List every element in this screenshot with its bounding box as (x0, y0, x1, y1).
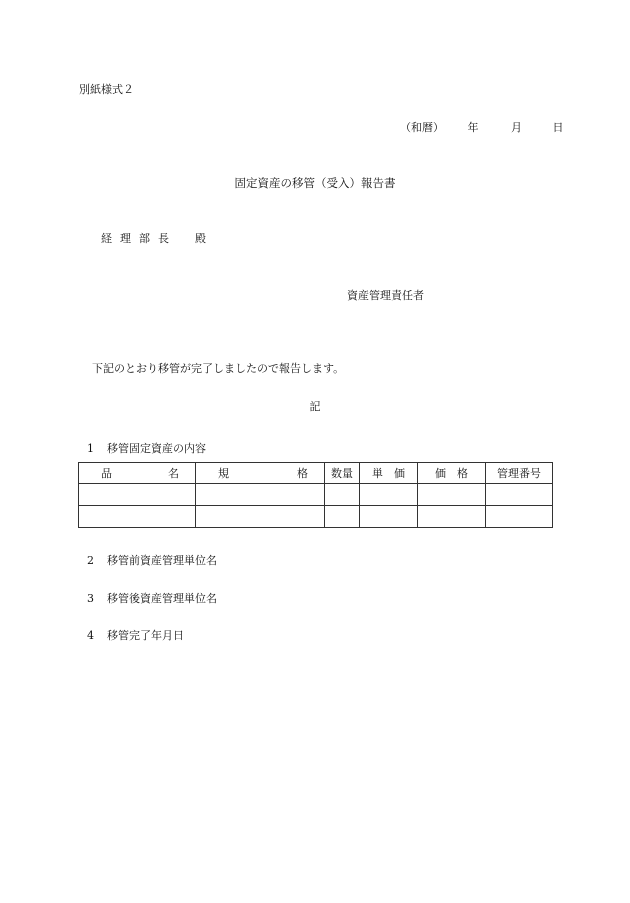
header-quantity: 数量 (325, 463, 360, 484)
date-day: 日 (552, 121, 564, 134)
section-2 (87, 552, 217, 568)
section-label: 移管前資産管理単位名 (107, 554, 217, 567)
table-row (79, 506, 553, 528)
date-month: 月 (511, 121, 522, 134)
table-cell[interactable] (196, 484, 325, 506)
addressee (101, 230, 206, 246)
document-title: 固定資産の移管（受入）報告書 (234, 176, 396, 190)
intro-text: 下記のとおり移管が完了しましたので報告します。 (92, 362, 345, 375)
table-cell[interactable] (325, 484, 360, 506)
addressee-name: 経理部長 (101, 232, 177, 245)
table-cell[interactable] (418, 506, 486, 528)
header-item-name: 品 名 (79, 463, 196, 484)
asset-table (78, 462, 553, 528)
table-cell[interactable] (486, 484, 553, 506)
header-price: 価 格 (418, 463, 486, 484)
section-label: 移管固定資産の内容 (107, 442, 206, 455)
section-label: 移管完了年月日 (107, 629, 184, 642)
table-cell[interactable] (360, 506, 418, 528)
table-cell[interactable] (79, 506, 196, 528)
section-4 (87, 627, 184, 643)
header-spec: 規 格 (196, 463, 325, 484)
header-control-number: 管理番号 (486, 463, 553, 484)
section-3 (87, 590, 217, 606)
table-cell[interactable] (360, 484, 418, 506)
table-row (79, 484, 553, 506)
section-number: 4 (87, 629, 94, 642)
table-cell[interactable] (79, 484, 196, 506)
table-cell[interactable] (196, 506, 325, 528)
date-year: 年 (467, 121, 479, 134)
section-number: 2 (87, 554, 94, 567)
table-cell[interactable] (486, 506, 553, 528)
date-era: （和暦） (400, 121, 444, 134)
table-cell[interactable] (418, 484, 486, 506)
section-number: 1 (87, 442, 94, 455)
addressee-honorific: 殿 (195, 232, 206, 245)
header-unit-price: 単 価 (360, 463, 418, 484)
ki-heading: 記 (309, 400, 321, 413)
section-label: 移管後資産管理単位名 (107, 592, 217, 605)
table-header-row (79, 463, 553, 484)
section-1 (87, 440, 206, 456)
table-cell[interactable] (325, 506, 360, 528)
date-line (400, 119, 564, 135)
sender: 資産管理責任者 (347, 289, 424, 302)
form-identifier: 別紙様式２ (79, 83, 134, 96)
section-number: 3 (87, 592, 94, 605)
